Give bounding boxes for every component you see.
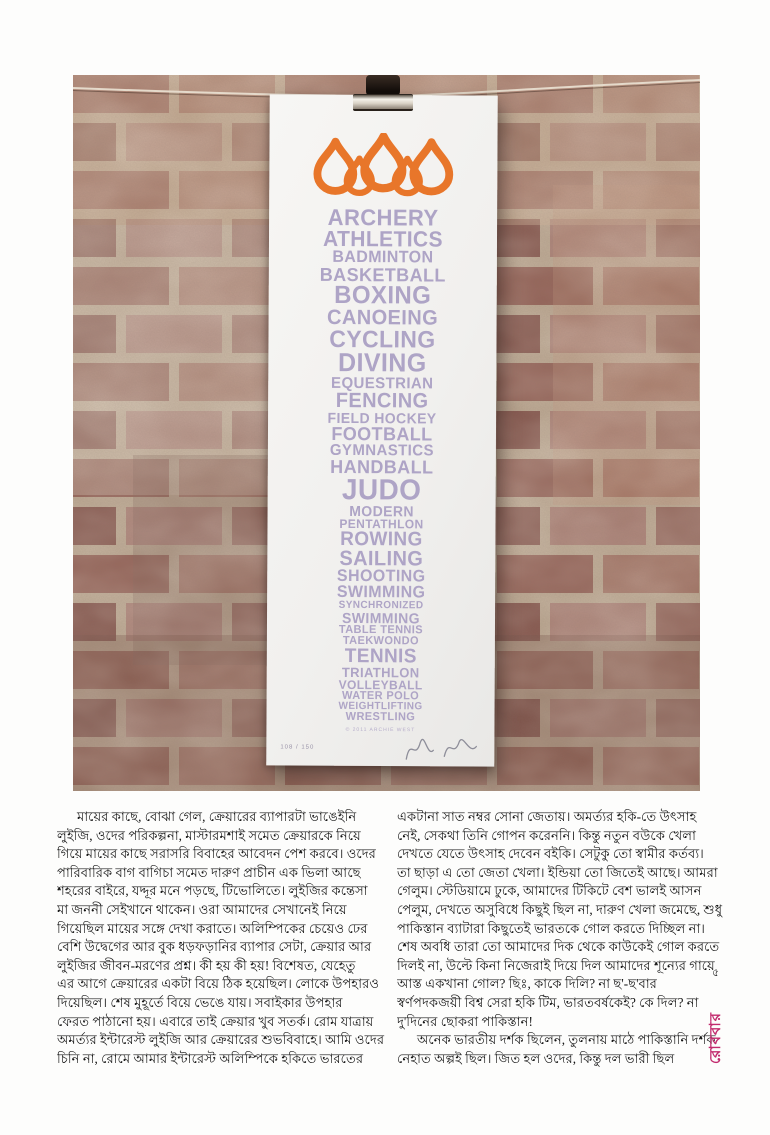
sport-name: WATER POLO bbox=[341, 689, 420, 703]
sport-name: DIVING bbox=[338, 348, 427, 378]
clip-bar bbox=[353, 94, 413, 111]
text-line: পাকিস্তান ব্যাটারা কিছুতেই ভারতকে গোল করতে দিচ্ছিল না। bbox=[397, 920, 705, 936]
text-line: গিয়েছিল মায়ের সঙ্গে দেখা করাতে। অলিম্পিকের চেয়েও ঢের bbox=[57, 920, 368, 936]
magazine-name-vertical: রোববার bbox=[707, 1012, 724, 1064]
text-line: নেহাত অল্পই ছিল। জিত হল ওদের, কিন্তু দল ভারী ছিল bbox=[397, 1050, 675, 1066]
edition-number: 108 / 150 bbox=[280, 744, 315, 751]
sport-name: MODERN bbox=[349, 502, 414, 520]
text-line: অমর্ত্যর ইন্টারেস্ট লুইজি আর ক্রেয়ারের শুভবিবাহে। আমি ওদের bbox=[57, 1032, 385, 1048]
poster-photo bbox=[73, 75, 700, 791]
sport-name: VOLLEYBALL bbox=[338, 677, 423, 693]
sport-name: FOOTBALL bbox=[331, 423, 433, 445]
text-line: পেলুম, দেখতে অসুবিধে কিছুই ছিল না, দারুণ খেলা জমেছে, শুধু bbox=[397, 901, 723, 917]
text-line: দিলই না, উল্টে কিনা নিজেরাই দিয়ে দিল আমাদের শূন্যের গায়ে bbox=[397, 957, 715, 973]
text-line: এর আগে ক্রেয়ারের একটা বিয়ে ঠিক হয়েছিল। লোকে উপহারও bbox=[57, 976, 380, 992]
sport-name: SWIMMING bbox=[336, 583, 426, 602]
sport-name: CYCLING bbox=[329, 325, 436, 353]
page-number: ৫ bbox=[712, 967, 720, 979]
sport-name: TRIATHLON bbox=[341, 664, 420, 681]
artist-signature-icon bbox=[400, 729, 484, 767]
sport-name: BOXING bbox=[334, 281, 432, 310]
text-line: আস্ত একখানা গোল? ছিঃ, কাকে দিলি? না ছ'-ছ'বার bbox=[397, 976, 657, 992]
text-line: বেশি উদ্বেগের আর বুক ধড়ফড়ানির ব্যাপার সেটা, ক্রেয়ার আর bbox=[57, 939, 372, 955]
text-line: দিয়েছিল। শেষ মুহূর্তে বিয়ে ভেঙে যায়। সবাইকার উপহার bbox=[57, 994, 343, 1010]
sport-name: GYMNASTICS bbox=[329, 441, 434, 460]
text-line: তা ছাড়া এ তো জেতা খেলা। ইন্ডিয়া তো জিতেই আছে। আমরা bbox=[397, 864, 718, 880]
sport-name: SAILING bbox=[339, 547, 424, 571]
olympic-flames-icon bbox=[308, 133, 458, 208]
poster bbox=[266, 94, 498, 766]
article-column-left bbox=[57, 808, 385, 1068]
text-line: মা জননী সেইখানে থাকেন। ওরা আমাদের সেখানেই নিয়ে bbox=[57, 901, 347, 917]
text-line: একটানা সাত নম্বর সোনা জেতায়। অমর্ত্যর হকি-তে উৎসাহ bbox=[397, 809, 697, 824]
text-line: পারিবারিক বাগ বাগিচা সমেত দারুণ প্রাচীন এক ভিলা আছে bbox=[57, 864, 361, 880]
text-line: নেই, সেকথা তিনি গোপন করেননি। কিন্তু নতুন বউকে খেলা bbox=[397, 827, 696, 843]
sport-name: ATHLETICS bbox=[323, 227, 443, 252]
text-line: দেখতে যেতে উৎসাহ দেবেন বইকি। সেটুকু তো স্বামীর কর্তব্য। bbox=[397, 846, 704, 862]
poster-credit: © 2011 ARCHIE WEST bbox=[345, 726, 416, 734]
sport-name: WRESTLING bbox=[345, 710, 416, 724]
sport-name: BADMINTON bbox=[332, 248, 434, 267]
text-line: গিয়ে মায়ের কাছে সরাসরি বিবাহের আবেদন পেশ করবে। ওদের bbox=[57, 846, 376, 862]
sport-name: HANDBALL bbox=[330, 456, 434, 478]
sport-name: SHOOTING bbox=[336, 567, 426, 586]
sport-name: TABLE TENNIS bbox=[338, 623, 424, 637]
sports-list bbox=[266, 206, 497, 723]
text-line: শেষ অবধি তারা তো আমাদের দিক থেকে কাউকেই গোল করতে bbox=[397, 939, 720, 955]
sport-name: ROWING bbox=[340, 528, 423, 551]
sport-name: BASKETBALL bbox=[319, 264, 446, 286]
text-line: ফেরত পাঠানো হয়। এবারে তাই ক্রেয়ার খুব সতর্ক। রোম যাত্রায় bbox=[57, 1013, 374, 1029]
text-line: চিনি না, রোমে আমার ইন্টারেস্ট অলিম্পিকে হকিতে ভারতের bbox=[57, 1050, 364, 1066]
sport-name: PENTATHLON bbox=[339, 516, 424, 532]
sport-name: FIELD HOCKEY bbox=[327, 409, 437, 427]
text-line: দু'দিনের ছোকরা পাকিস্তান! bbox=[397, 1013, 533, 1029]
text-line: লুইজি, ওদের পরিকল্পনা, মাস্টারমশাই সমেত ক্রেয়ারকে নিয়ে bbox=[57, 827, 361, 843]
text-line: অনেক ভারতীয় দর্শক ছিলেন, তুলনায় মাঠে পাকিস্তানি দর্শক bbox=[417, 1032, 716, 1048]
text-line: শহরের বাইরে, যদ্দূর মনে পড়ছে, টিভোলিতে। লুইজির কন্তেসা bbox=[57, 883, 368, 899]
sport-name: JUDO bbox=[341, 473, 422, 506]
article-column-right bbox=[397, 808, 725, 1068]
sport-name: TAEKWONDO bbox=[342, 634, 419, 648]
sport-name: ARCHERY bbox=[327, 204, 439, 231]
sport-name: SYNCHRONIZED bbox=[338, 599, 424, 612]
sport-name: CANOEING bbox=[327, 306, 439, 330]
text-line: মায়ের কাছে, বোঝা গেল, ক্রেয়ারের ব্যাপারটা ভাঙেইনি bbox=[77, 809, 357, 824]
sport-name: FENCING bbox=[335, 389, 429, 413]
sport-name: EQUESTRIAN bbox=[331, 374, 434, 393]
text-line: গেলুম। স্টেডিয়ামে ঢুকে, আমাদের টিকিটে বেশ ভালই আসন bbox=[397, 883, 702, 899]
article-text bbox=[0, 808, 770, 1088]
text-line: স্বর্ণপদকজয়ী বিশ্ব সেরা হকি টিম, ভারতবর্ষকেই? কে দিল? না bbox=[397, 994, 699, 1010]
sport-name: TENNIS bbox=[344, 645, 417, 668]
text-line: লুইজির জীবন-মরণের প্রশ্ন। কী হয় কী হয়! বিশেষত, যেহেতু bbox=[57, 957, 356, 973]
sport-name: SWIMMING bbox=[342, 609, 420, 627]
sport-name: WEIGHTLIFTING bbox=[338, 700, 423, 713]
binder-clip-icon bbox=[353, 75, 413, 111]
